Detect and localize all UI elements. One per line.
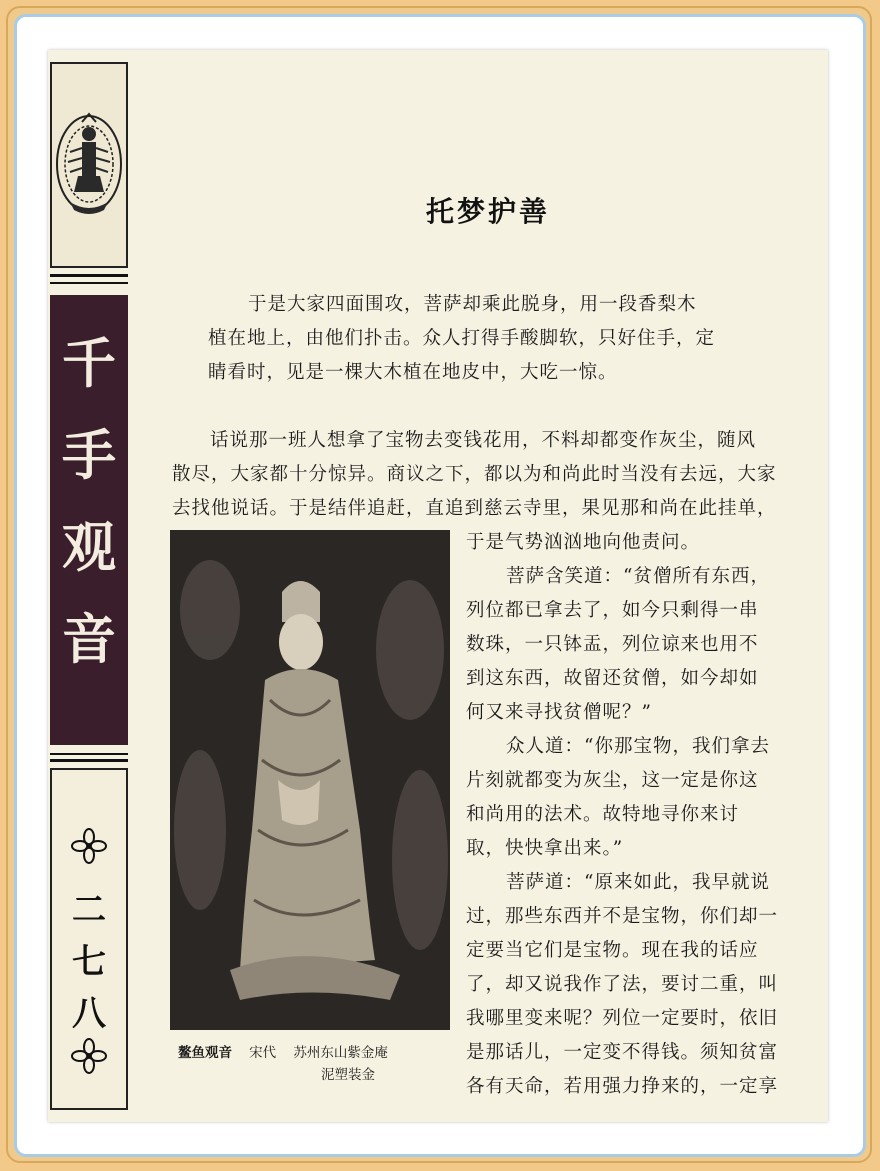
text-line: 何又来寻找贫僧呢？” (466, 702, 652, 723)
text-line: 菩萨含笑道：“贫僧所有东西， (506, 566, 770, 587)
rule-bottom-thin (50, 753, 128, 755)
caption-material: 泥塑装金 (321, 1067, 375, 1083)
rule-top (50, 274, 128, 277)
book-title-char: 千 (62, 331, 116, 395)
text-line: 众人道：“你那宝物，我们拿去 (506, 736, 770, 757)
page-number-char: 七 (72, 942, 106, 982)
guanyin-statue-illustration (170, 530, 450, 1030)
text-line: 各有天命，若用强力挣来的，一定享 (466, 1076, 779, 1097)
page-number-box (50, 768, 128, 1110)
book-title-char: 音 (62, 607, 116, 671)
text-line: 数珠，一只钵盂，列位谅来也用不 (466, 634, 759, 655)
text-line: 了，却又说我作了法，要讨二重，叫 (466, 974, 779, 995)
text-line: 于是气势汹汹地向他责问。 (466, 532, 701, 553)
book-title-band (50, 295, 128, 745)
text-line: 过，那些东西并不是宝物，你们却一 (466, 906, 779, 927)
text-line: 片刻就都变为灰尘，这一定是你这 (466, 770, 759, 791)
text-line: 菩萨道：“原来如此，我早就说 (506, 872, 770, 893)
book-page (48, 50, 828, 1122)
text-line: 我哪里变来呢？列位一定要时，依旧 (466, 1008, 779, 1029)
text-line: 话说那一班人想拿了宝物去变钱花用，不料却都变作灰尘，随风 (210, 430, 757, 451)
text-line: 去找他说话。于是结伴追赶，直追到慈云寺里，果见那和尚在此挂单， (172, 498, 777, 519)
text-line: 于是大家四面围攻，菩萨却乘此脱身，用一段香梨木 (248, 294, 697, 315)
statue-figure-icon (170, 530, 450, 1030)
text-line: 取，快快拿出来。” (466, 838, 624, 859)
chapter-heading: 托梦护善 (425, 195, 550, 228)
page-number-char: 八 (72, 994, 106, 1034)
text-line: 植在地上，由他们扑击。众人打得手酸脚软，只好住手，定 (208, 328, 716, 349)
ornament-box (50, 62, 128, 268)
book-title-char: 观 (62, 515, 116, 579)
caption-title: 鳌鱼观音 (178, 1045, 232, 1061)
text-line: 是那话儿，一定变不得钱。须知贫富 (466, 1042, 779, 1063)
rule-top-thin (50, 282, 128, 284)
book-title-char: 手 (62, 423, 116, 487)
flower-ornament-icon (71, 1038, 107, 1074)
text-line: 到这东西，故留还贫僧，如今却如 (466, 668, 759, 689)
illustration-caption (178, 1042, 458, 1086)
caption-era: 宋代 (249, 1045, 277, 1061)
book-title (50, 317, 128, 685)
left-margin (48, 50, 132, 1122)
caption-location: 苏州东山紫金庵 (293, 1045, 388, 1061)
text-line: 列位都已拿去了，如今只剩得一串 (466, 600, 759, 621)
text-line: 散尽，大家都十分惊异。商议之下，都以为和尚此时当没有去远，大家 (172, 464, 777, 485)
page-number-char: 二 (72, 890, 106, 930)
thousand-armed-guanyin-icon (52, 64, 126, 266)
text-line: 和尚用的法术。故特地寻你来讨 (466, 804, 740, 825)
rule-bottom (50, 759, 128, 762)
text-line: 睛看时，见是一棵大木植在地皮中，大吃一惊。 (208, 362, 618, 383)
flower-ornament-icon (71, 828, 107, 864)
text-line: 定要当它们是宝物。现在我的话应 (466, 940, 759, 961)
